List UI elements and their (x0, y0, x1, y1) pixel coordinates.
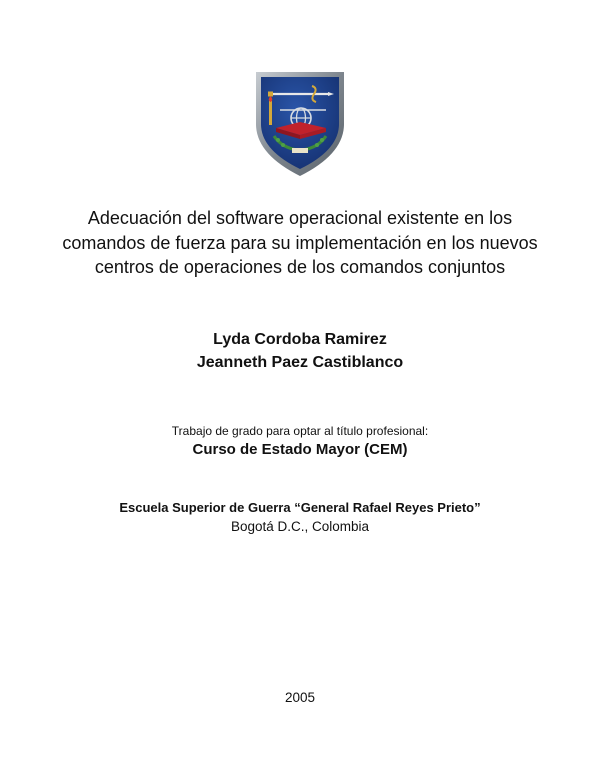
degree-note: Trabajo de grado para optar al título profesional: (171, 424, 429, 438)
author-name: Lyda Cordoba Ramirez (213, 331, 387, 348)
institution-name: Escuela Superior de Guerra “General Rafael Reyes Prieto” (119, 500, 481, 515)
military-school-crest-icon (252, 68, 348, 178)
publication-year: 2005 (284, 690, 316, 705)
institution-location: Bogotá D.C., Colombia (230, 519, 370, 534)
degree-title: Curso de Estado Mayor (CEM) (192, 441, 408, 458)
thesis-title: Adecuación del software operacional existente en los comandos de fuerza para su implementación en los nuevos centros de operaciones de los comandos conjuntos (62, 208, 538, 277)
author-name: Jeanneth Paez Castiblanco (196, 354, 404, 371)
author-list (60, 328, 540, 374)
